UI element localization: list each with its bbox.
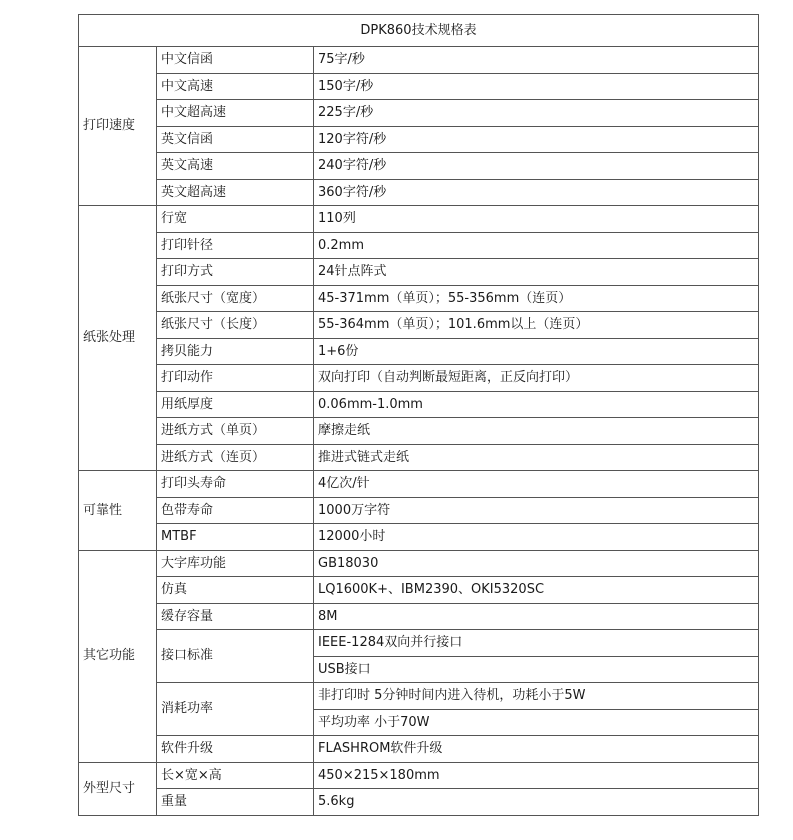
spec-name: 重量	[157, 789, 314, 816]
spec-name: 拷贝能力	[157, 338, 314, 365]
spec-name: 行宽	[157, 206, 314, 233]
spec-name: MTBF	[157, 524, 314, 551]
spec-value: 平均功率 小于70W	[314, 709, 759, 736]
spec-name: 打印动作	[157, 365, 314, 392]
spec-name: 仿真	[157, 577, 314, 604]
table-row	[79, 259, 759, 286]
spec-value: 双向打印（自动判断最短距离，正反向打印）	[314, 365, 759, 392]
table-row	[79, 550, 759, 577]
spec-value: 12000小时	[314, 524, 759, 551]
spec-name: 消耗功率	[157, 683, 314, 736]
spec-name: 打印头寿命	[157, 471, 314, 498]
table-row	[79, 630, 759, 657]
spec-name: 中文超高速	[157, 100, 314, 127]
table-row	[79, 444, 759, 471]
category-print-speed: 打印速度	[79, 47, 157, 206]
table-title: DPK860技术规格表	[79, 15, 759, 47]
table-row	[79, 100, 759, 127]
spec-name: 长×宽×高	[157, 762, 314, 789]
spec-value: 4亿次/针	[314, 471, 759, 498]
title-row	[79, 15, 759, 47]
spec-name: 英文高速	[157, 153, 314, 180]
spec-value: 120字符/秒	[314, 126, 759, 153]
spec-value: 110列	[314, 206, 759, 233]
table-row	[79, 179, 759, 206]
table-row	[79, 497, 759, 524]
table-row	[79, 365, 759, 392]
table-row	[79, 736, 759, 763]
spec-value: 45-371mm（单页）；55-356mm（连页）	[314, 285, 759, 312]
category-paper-handling: 纸张处理	[79, 206, 157, 471]
table-row	[79, 603, 759, 630]
spec-value: FLASHROM软件升级	[314, 736, 759, 763]
spec-name: 大字库功能	[157, 550, 314, 577]
spec-value: 225字/秒	[314, 100, 759, 127]
spec-value: 0.2mm	[314, 232, 759, 259]
spec-table	[78, 14, 759, 816]
table-row	[79, 418, 759, 445]
spec-value: 450×215×180mm	[314, 762, 759, 789]
table-row	[79, 762, 759, 789]
spec-value: 8M	[314, 603, 759, 630]
spec-name: 中文高速	[157, 73, 314, 100]
spec-value: 1000万字符	[314, 497, 759, 524]
table-row	[79, 312, 759, 339]
spec-name: 打印针径	[157, 232, 314, 259]
spec-name: 缓存容量	[157, 603, 314, 630]
spec-value: 75字/秒	[314, 47, 759, 74]
spec-value: LQ1600K+、IBM2390、OKI5320SC	[314, 577, 759, 604]
table-row	[79, 683, 759, 710]
table-row	[79, 577, 759, 604]
spec-name: 用纸厚度	[157, 391, 314, 418]
table-row	[79, 789, 759, 816]
category-reliability: 可靠性	[79, 471, 157, 551]
spec-value: GB18030	[314, 550, 759, 577]
spec-value: 150字/秒	[314, 73, 759, 100]
spec-name: 英文超高速	[157, 179, 314, 206]
spec-name: 进纸方式（连页）	[157, 444, 314, 471]
spec-value: 5.6kg	[314, 789, 759, 816]
table-row	[79, 524, 759, 551]
table-row	[79, 285, 759, 312]
spec-value: 0.06mm-1.0mm	[314, 391, 759, 418]
table-row	[79, 391, 759, 418]
spec-value: 360字符/秒	[314, 179, 759, 206]
spec-value: 非打印时 5分钟时间内进入待机，功耗小于5W	[314, 683, 759, 710]
spec-value: 55-364mm（单页）；101.6mm以上（连页）	[314, 312, 759, 339]
spec-name: 纸张尺寸（宽度）	[157, 285, 314, 312]
spec-value: 1+6份	[314, 338, 759, 365]
spec-name: 中文信函	[157, 47, 314, 74]
category-dimensions: 外型尺寸	[79, 762, 157, 815]
spec-name: 接口标准	[157, 630, 314, 683]
table-row	[79, 126, 759, 153]
table-row	[79, 471, 759, 498]
spec-name: 纸张尺寸（长度）	[157, 312, 314, 339]
table-row	[79, 206, 759, 233]
spec-value: 摩擦走纸	[314, 418, 759, 445]
spec-name: 色带寿命	[157, 497, 314, 524]
spec-name: 软件升级	[157, 736, 314, 763]
spec-value: 240字符/秒	[314, 153, 759, 180]
spec-name: 英文信函	[157, 126, 314, 153]
table-row	[79, 232, 759, 259]
spec-name: 进纸方式（单页）	[157, 418, 314, 445]
table-row	[79, 73, 759, 100]
table-row	[79, 338, 759, 365]
spec-value: 推进式链式走纸	[314, 444, 759, 471]
category-other: 其它功能	[79, 550, 157, 762]
spec-name: 打印方式	[157, 259, 314, 286]
table-row	[79, 153, 759, 180]
spec-value: 24针点阵式	[314, 259, 759, 286]
table-row	[79, 47, 759, 74]
spec-value: USB接口	[314, 656, 759, 683]
spec-value: IEEE-1284双向并行接口	[314, 630, 759, 657]
